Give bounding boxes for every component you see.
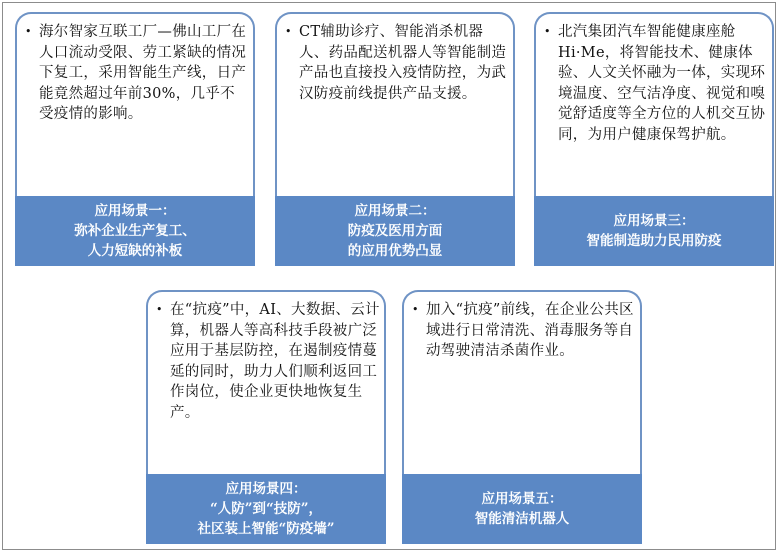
scenario-2-label-line-1: 应用场景二：: [354, 203, 436, 219]
scenario-4-text: 在“抗疫”中，AI、大数据、云计算，机器人等高科技手段被广泛应用于基层防控，在遏制疫情蔓延的同时，助力人们顺利返回工作岗位，使企业更快地恢复生产。: [170, 302, 380, 421]
scenario-card-1-description: [25, 22, 249, 125]
scenario-card-5-description: [412, 300, 636, 362]
bullet-icon: •: [544, 25, 551, 38]
scenario-3-label-line-1: 应用场景三：: [613, 213, 695, 229]
scenario-1-label-line-3: 人力短缺的补板: [87, 243, 183, 259]
bullet-icon: •: [285, 25, 292, 38]
scenario-card-4-description: [156, 300, 380, 423]
scenario-2-label-line-2: 防疫及医用方面: [347, 223, 443, 239]
scenario-card-3-description: [544, 22, 768, 145]
scenario-1-label-line-1: 应用场景一：: [94, 203, 176, 219]
scenario-card-1-label: [15, 196, 255, 266]
scenario-2-label-line-3: 的应用优势凸显: [347, 243, 443, 259]
scenario-4-label-line-2: “人防”到“技防”，: [209, 501, 323, 517]
scenario-1-text: 海尔智家互联工厂—佛山工厂在人口流动受限、劳工紧缺的情况下复工，采用智能生产线，日产能竟然超过年前30%，几乎不受疫情的影响。: [39, 24, 247, 122]
scenario-1-label-line-2: 弥补企业生产复工、: [74, 223, 196, 239]
scenario-5-text: 加入“抗疫”前线，在企业公共区域进行日常清洗、消毒服务等自动驾驶清洁杀菌作业。: [426, 302, 634, 359]
scenario-card-4-label: [146, 474, 386, 544]
scenario-3-label-line-2: 智能制造助力民用防疫: [586, 233, 722, 249]
bullet-icon: •: [156, 303, 163, 316]
scenario-4-label-line-3: 社区装上智能“防疫墙”: [197, 521, 335, 537]
scenario-4-label-line-1: 应用场景四：: [225, 481, 307, 497]
bullet-icon: •: [25, 25, 32, 38]
scenario-3-text: 北汽集团汽车智能健康座舱Hi·Me，将智能技术、健康体验、人文关怀融为一体，实现环境温度、空气洁净度、视觉和嗅觉舒适度等全方位的人机交互协同，为用户健康保驾护航。: [558, 24, 766, 143]
scenario-card-2-label: [275, 196, 515, 266]
scenario-card-3-label: [534, 196, 774, 266]
scenario-2-text: CT辅助诊疗、智能消杀机器人、药品配送机器人等智能制造产品也直接投入疫情防控，为武汉防疫前线提供产品支援。: [299, 24, 507, 102]
scenario-5-label-line-2: 智能清洁机器人: [474, 511, 570, 527]
scenario-card-2-description: [285, 22, 509, 104]
bullet-icon: •: [412, 303, 419, 316]
scenario-5-label-line-1: 应用场景五：: [481, 491, 563, 507]
scenario-card-5-label: [402, 474, 642, 544]
